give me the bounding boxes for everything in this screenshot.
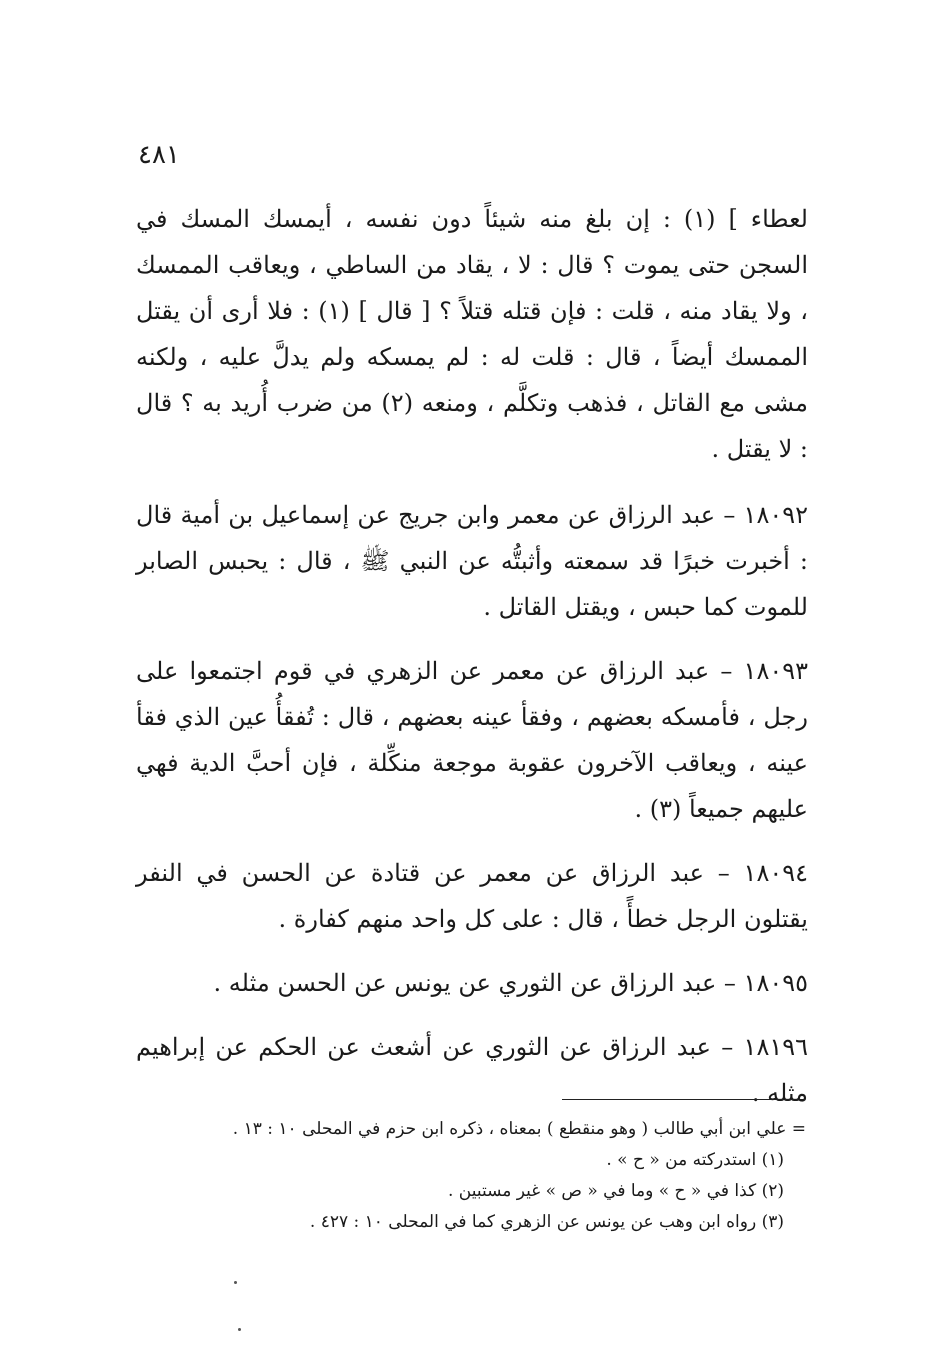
footnotes bbox=[180, 1114, 806, 1238]
hadith-18095: ١٨٠٩٥ – عبد الرزاق عن الثوري عن يونس عن الحسن مثله . bbox=[213, 969, 808, 997]
hadith-18093: ١٨٠٩٣ – عبد الرزاق عن معمر عن الزهري في قوم اجتمعوا على رجل ، فأمسكه بعضهم ، وفقأ عينه بعضهم ، قال : تُفقأُ عين الذي فقأ عينه ، ويعاقب الآخرون عقوبة موجعة منكِّلة ، فإن أحبَّ الدية فهي عليهم جميعاً (٣) . bbox=[136, 657, 808, 823]
footnote-3: (٣) رواه ابن وهب عن يونس عن الزهري كما في المحلى ١٠ : ٤٢٧ . bbox=[309, 1212, 784, 1232]
hadith-18094: ١٨٠٩٤ – عبد الرزاق عن معمر عن قتادة عن الحسن في النفر يقتلون الرجل خطأً ، قال : على كل واحد منهم كفارة . bbox=[136, 859, 808, 933]
hadith-18196: ١٨١٩٦ – عبد الرزاق عن الثوري عن أشعث عن الحكم عن إبراهيم مثله . bbox=[136, 1033, 808, 1107]
main-text bbox=[136, 196, 808, 1134]
hadith-18092: ١٨٠٩٢ – عبد الرزاق عن معمر وابن جريج عن إسماعيل بن أمية قال : أخبرت خبرًا قد سمعته وأثبتُّه عن النبي ﷺ ، قال : يحبس الصابر للموت كما حبس ، ويقتل القاتل . bbox=[136, 501, 808, 621]
scan-speck bbox=[238, 1328, 241, 1331]
footnote-2: (٢) كذا في « ح » وما في « ص » غير مستبين . bbox=[447, 1181, 784, 1201]
footnote-1: (١) استدركته من « ح » . bbox=[606, 1150, 784, 1170]
footnote-continuation: = علي ابن أبي طالب ( وهو منقطع ) بمعناه ، ذكره ابن حزم في المحلى ١٠ : ١٣ . bbox=[232, 1119, 806, 1139]
page-number: ٤٨١ bbox=[138, 140, 180, 170]
footnote-divider bbox=[562, 1099, 805, 1100]
paragraph-continuation: لعطاء ] (١) : إن بلغ منه شيئاً دون نفسه ، أيمسك المسك في السجن حتى يموت ؟ قال : لا ، يقاد من الساطي ، ويعاقب الممسك ، ولا يقاد منه ، قلت : فإن قتله قتلاً ؟ [ قال ] (١) : فلا أرى أن يقتل الممسك أيضاً ، قال : قلت له : لم يمسكه ولم يدلَّ عليه ، ولكنه مشى مع القاتل ، فذهب وتكلَّم ، ومنعه (٢) من ضرب أُريد به ؟ قال : لا يقتل . bbox=[136, 205, 809, 463]
scan-speck bbox=[234, 1281, 237, 1284]
